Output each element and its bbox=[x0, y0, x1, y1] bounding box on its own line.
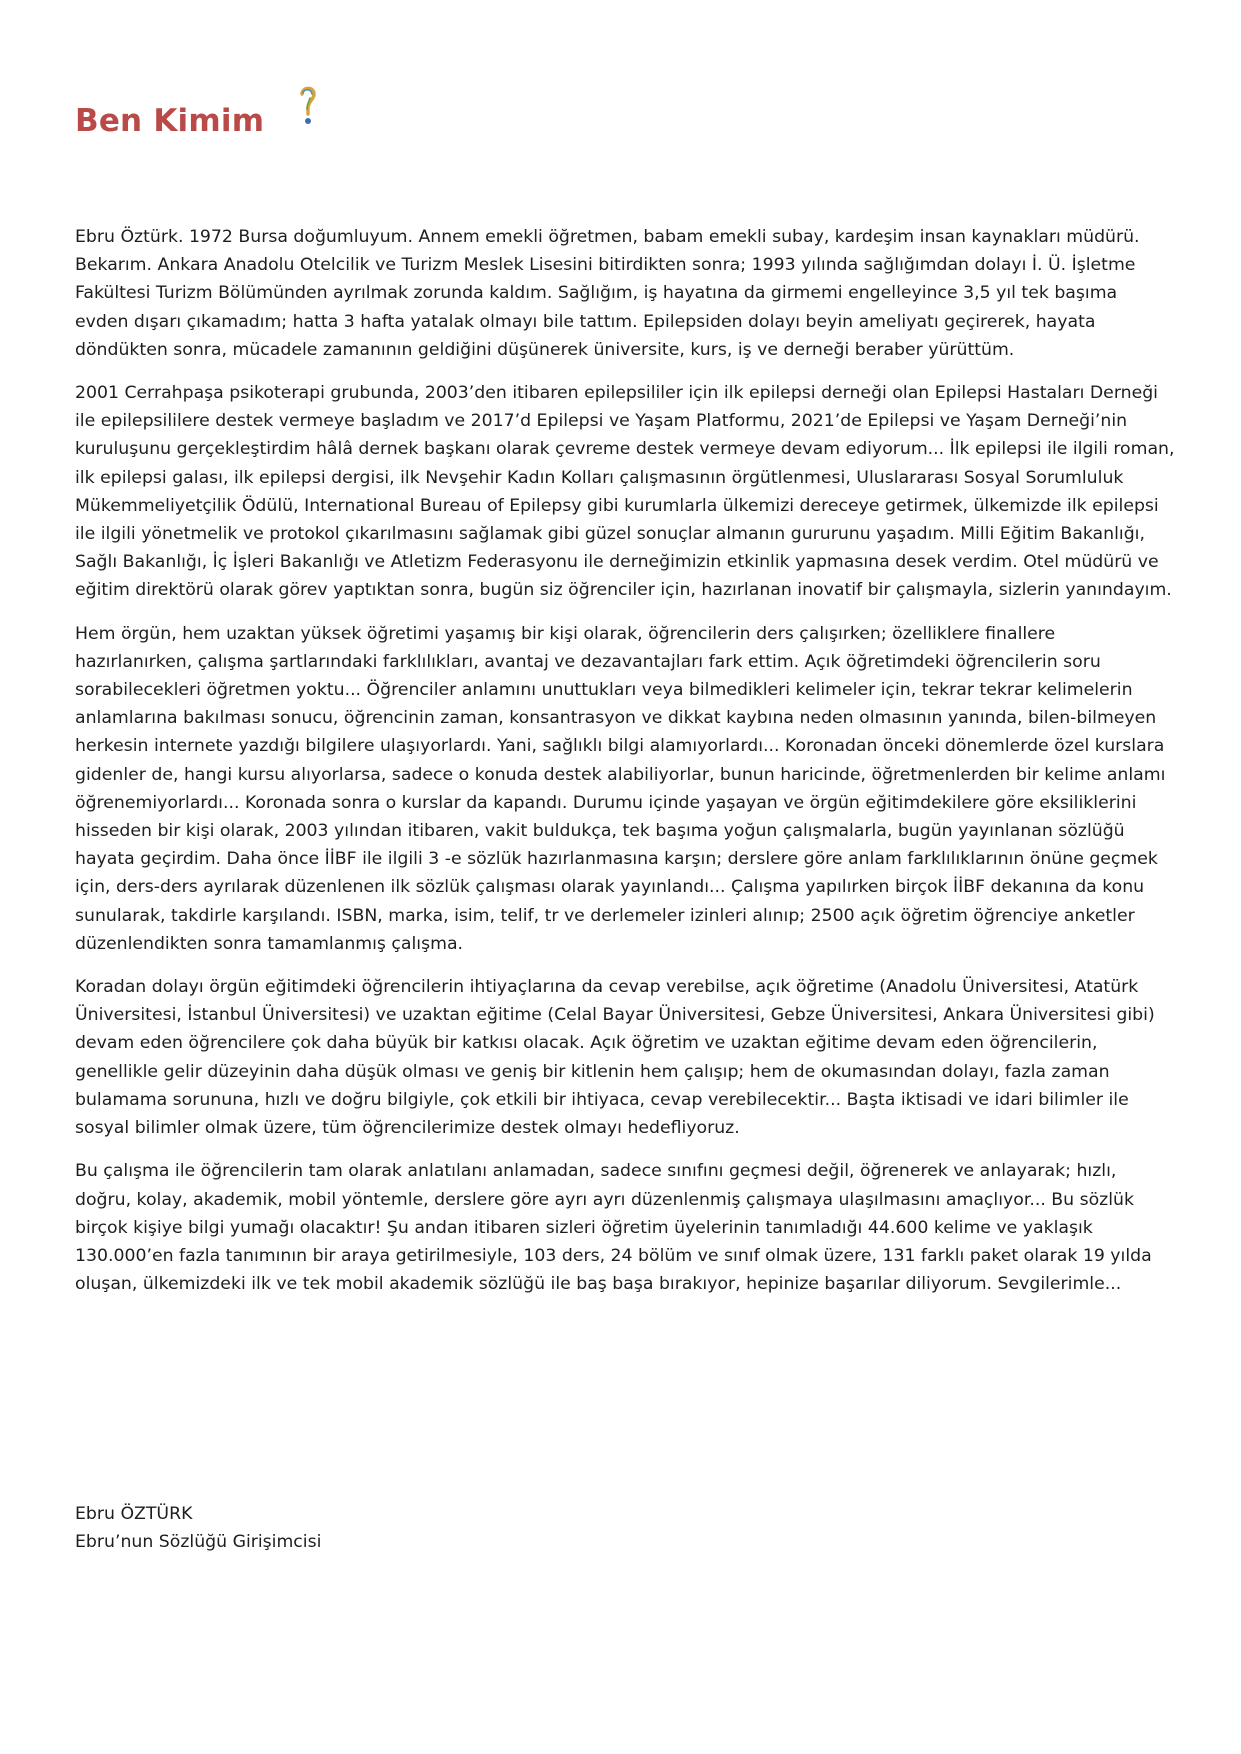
paragraph-5: Bu çalışma ile öğrencilerin tam olarak anlatılanı anlamadan, sadece sınıfını geçmesi değil, öğrenerek ve anlayarak; hızlı, doğru, kolay, akademik, mobil yöntemle, derslere göre ayrı ayrı düzenlenmiş çalışmaya ulaşılmasını amaçlıyor... Bu sözlük birçok kişiye bilgi yumağı olacaktır! Şu andan itibaren sizleri öğretim üyelerinin tanımladığı 44.600 kelime ve yaklaşık 130.000’en fazla tanımının bir araya getirilmesiyle, 103 ders, 24 bölüm ve sınıf olmak üzere, 131 farklı paket olarak 19 yılda oluşan, ülkemizdeki ilk ve tek mobil akademik sözlüğü ile baş başa bırakıyor, hepinize başarılar diliyorum. Sevgilerimle... bbox=[75, 1161, 1152, 1295]
signature-block bbox=[75, 1500, 321, 1556]
signature-name: Ebru ÖZTÜRK bbox=[75, 1504, 193, 1524]
paragraph-3: Hem örgün, hem uzaktan yüksek öğretimi yaşamış bir kişi olarak, öğrencilerin ders çalışırken; özelliklere finallere hazırlanırken, çalışma şartlarındaki farklılıkları, avantaj ve dezavantajları fark ettim. Açık öğretimdeki öğrencilerin soru sorabilecekleri öğretmen yoktu... Öğrenciler anlamını unuttukları veya bilmedikleri kelimeler için, tekrar tekrar kelimelerin anlamlarına bakılması sonucu, öğrencinin zaman, konsantrasyon ve dikkat kaybına neden olmasının yanında, bilen-bilmeyen herkesin internete yazdığı bilgilere ulaşıyorlardı. Yani, sağlıklı bilgi alamıyorlardı... Koronadan önceki dönemlerde özel kurslara gidenler de, hangi kursu alıyorlarsa, sadece o konuda destek alabiliyorlar, bunun haricinde, öğretmenlerden bir kelime anlamı öğrenemiyorlardı... Koronada sonra o kurslar da kapandı. Durumu içinde yaşayan ve örgün eğitimdekilere göre eksiliklerini hisseden bir kişi olarak, 2003 yılından itibaren, vakit buldukça, tek başıma yoğun çalışmalarla, bugün yayınlanan sözlüğü hayata geçirdim. Daha önce İİBF ile ilgili 3 -e sözlük hazırlanmasına karşın; derslere göre anlam farklılıklarının önüne geçmek için, ders-ders ayrılarak düzenlenen ilk sözlük çalışması olarak yayınlandı... Çalışma yapılırken birçok İİBF dekanına da konu sunularak, takdirle karşılandı. ISBN, marka, isim, telif, tr ve derlemeler izinleri alınıp; 2500 açık öğretim öğrenciye anketler düzenlendikten sonra tamamlanmış çalışma. bbox=[75, 623, 1166, 954]
question-mark-icon bbox=[297, 84, 319, 130]
paragraph-1: Ebru Öztürk. 1972 Bursa doğumluyum. Annem emekli öğretmen, babam emekli subay, kardeşim insan kaynakları müdürü. Bekarım. Ankara Anadolu Otelcilik ve Turizm Meslek Lisesini bitirdikten sonra; 1993 yılında sağlığımdan dolayı İ. Ü. İşletme Fakültesi Turizm Bölümünden ayrılmak zorunda kaldım. Sağlığım, iş hayatına da girmemi engelleyince 3,5 yıl tek başıma evden dışarı çıkamadım; hatta 3 hafta yatalak olmayı bile tattım. Epilepsiden dolayı beyin ameliyatı geçirerek, hayata döndükten sonra, mücadele zamanının geldiğini düşünerek üniversite, kurs, iş ve derneği beraber yürüttüm. bbox=[75, 227, 1140, 360]
biography-body bbox=[75, 223, 1175, 1313]
paragraph-2: 2001 Cerrahpaşa psikoterapi grubunda, 2003’den itibaren epilepsililer için ilk epilepsi derneği olan Epilepsi Hastaları Derneği ile epilepsililere destek vermeye başladım ve 2017’d Epilepsi ve Yaşam Platformu, 2021’de Epilepsi ve Yaşam Derneği’nin kuruluşunu gerçekleştirdim hâlâ dernek başkanı olarak çevreme destek vermeye devam ediyorum... İlk epilepsi ile ilgili roman, ilk epilepsi galası, ilk epilepsi dergisi, ilk Nevşehir Kadın Kolları çalışmasının örgütlenmesi, Uluslararası Sosyal Sorumluluk Mükemmeliyetçilik Ödülü, International Bureau of Epilepsy gibi kurumlarla ülkemizi dereceye getirmek, ülkemizde ilk epilepsi ile ilgili yönetmelik ve protokol çıkarılmasını sağlamak gibi güzel sonuçlar almanın gururunu yaşadım. Milli Eğitim Bakanlığı, Sağlı Bakanlığı, İç İşleri Bakanlığı ve Atletizm Federasyonu ile derneğimizin etkinlik yapmasına desek verdim. Otel müdürü ve eğitim direktörü olarak görev yaptıktan sonra, bugün siz öğrenciler için, hazırlanan inovatif bir çalışmayla, sizlerin yanındayım. bbox=[75, 383, 1175, 601]
page-title: Ben Kimim bbox=[75, 103, 265, 139]
title-row bbox=[75, 84, 475, 144]
paragraph-4: Koradan dolayı örgün eğitimdeki öğrencilerin ihtiyaçlarına da cevap verebilse, açık öğretime (Anadolu Üniversitesi, Atatürk Üniversitesi, İstanbul Üniversitesi) ve uzaktan eğitime (Celal Bayar Üniversitesi, Gebze Üniversitesi, Ankara Üniversitesi gibi) devam eden öğrencilere çok daha büyük bir katkısı olacak. Açık öğretim ve uzaktan eğitime devam eden öğrencilerin, genellikle gelir düzeyinin daha düşük olması ve geniş bir kitlenin hem çalışıp; hem de okumasından dolayı, fazla zaman bulamama sorununa, hızlı ve doğru bilgiyle, çok etkili bir ihtiyaca, cevap verebilecektir... Başta iktisadi ve idari bilimler ile sosyal bilimler olmak üzere, tüm öğrencilerimize destek olmayı hedefliyoruz. bbox=[75, 977, 1155, 1139]
signature-role: Ebru’nun Sözlüğü Girişimcisi bbox=[75, 1532, 322, 1553]
